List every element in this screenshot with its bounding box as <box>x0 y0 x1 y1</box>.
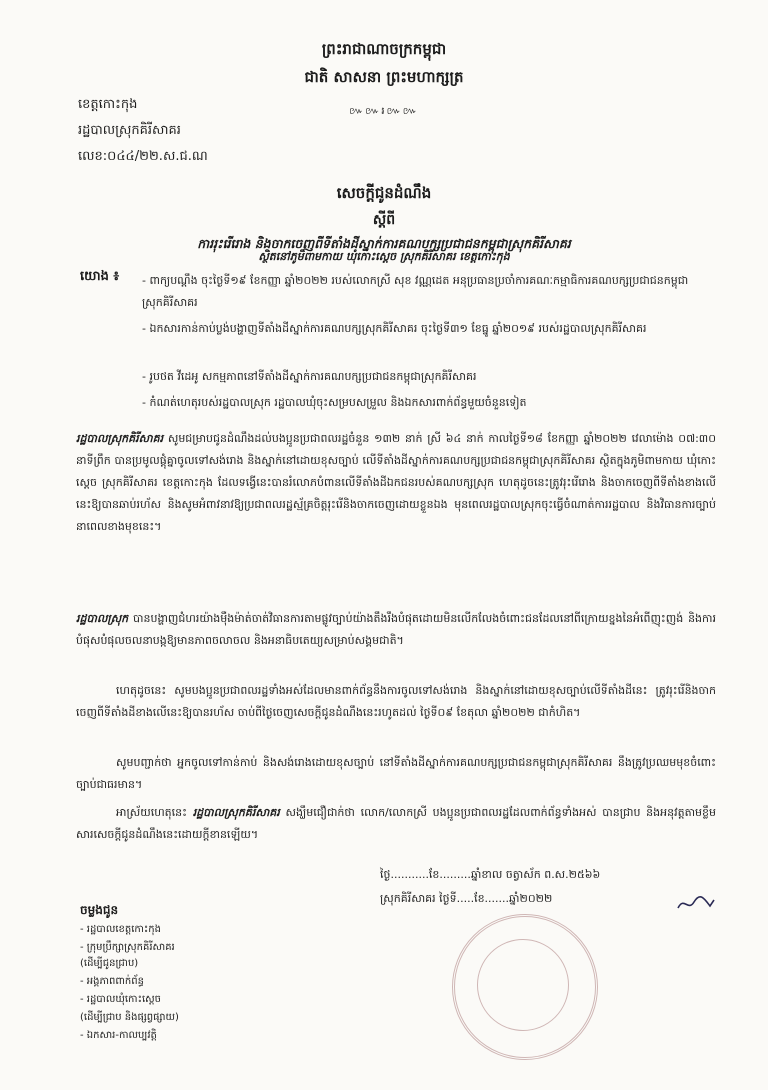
district-admin-label: រដ្ឋបាលស្រុកគិរីសាគរ <box>78 123 181 138</box>
reference-label: យោង ៖ <box>80 269 120 284</box>
paragraph-2-lead: រដ្ឋបាលស្រុក <box>76 612 129 625</box>
cc-label: ចម្លងជូន <box>80 903 119 917</box>
national-motto: ជាតិ សាសនា ព្រះមហាក្សត្រ <box>304 68 464 86</box>
document-type-title: សេចក្តីជូនដំណឹង <box>336 184 432 202</box>
cc-item: - ឯកសារ-កាលប្បវត្តិ <box>80 1030 157 1041</box>
paragraph-5-text: សង្ឃឹមជឿជាក់ថា លោក/លោកស្រី បងប្អូនប្រជាពលរដ្ឋដែលពាក់ព័ន្ធទាំងអស់ បានជ្រាប និងអនុវត្តតាមខ្លឹមសារសេចក្តីជូនដំណឹងនេះដោយក្តីខានឡើយ។ <box>76 806 716 841</box>
paragraph-5 <box>76 802 716 846</box>
subject-label: ស្តីពី <box>372 212 396 228</box>
lunar-date: ថ្ងៃ...........ខែ.........ឆ្នាំខាល ចត្វាស័ក ព.ស.២៥៦៦ <box>380 868 601 881</box>
subject-line-1: ការរុះរើរោង និងចាកចេញពីទីតាំងដីស្នាក់ការគណបក្សប្រជាជនកម្ពុជាស្រុកគិរីសាគរ <box>197 236 571 251</box>
paragraph-5-lead: រដ្ឋបាលស្រុកគិរីសាគរ <box>192 806 280 819</box>
official-seal-inner <box>477 939 569 1031</box>
reference-item: - ពាក្យបណ្តឹង ចុះថ្ងៃទី១៩ ខែកញ្ញា ឆ្នាំ២០២២ របស់លោកស្រី សុខ វណ្ណដេត អនុប្រធានប្រចាំការគណៈកម្មាធិការគណបក្សប្រជាជនកម្ពុជាស្រុកគិរីសាគរ <box>142 274 689 309</box>
paragraph-1-text: សូមជម្រាបជូនដំណឹងដល់បងប្អូនប្រជាពលរដ្ឋចំនួន ១៣២ នាក់ ស្រី ៦៤ នាក់ កាលថ្ងៃទី១៨ ខែកញ្ញា ឆ្នាំ២០២២ វេលាម៉ោង ០៧:៣០ នាទីព្រឹក បានប្រមូលផ្តុំគ្នាចូលទៅសង់រោង និងស្នាក់នៅដោយខុសច្បាប់ លើទីតាំងដីស្នាក់ការគណបក្សប្រជាជនកម្ពុជាស្រុកគិរីសាគរ ស្ថិតក្នុងភូមិពាមកាយ ឃុំកោះស្តេច ស្រុកគិរីសាគរ ខេត្តកោះកុង ដែលទង្វើនេះបានរំលោភបំពានលើទីតាំងដីឯកជនរបស់គណបក្សស្រុក ហេតុដូចនេះត្រូវរុះរើរោង និងចាកចេញពីទីតាំងខាងលើនេះឱ្យបានឆាប់រហ័ស និងសូមអំពាវនាវឱ្យប្រជាពលរដ្ឋស្ម័គ្រចិត្តរុះរើនិងចាកចេញដោយខ្លួនឯង មុនពេលរដ្ឋបាលស្រុកចុះធ្វើចំណាត់ការរដ្ឋបាល និងវិធានការច្បាប់ នាពេលខាងមុខនេះ។ <box>76 432 716 533</box>
paragraph-3: ហេតុដូចនេះ សូមបងប្អូនប្រជាពលរដ្ឋទាំងអស់ដែលមានពាក់ព័ន្ធនឹងការចូលទៅសង់រោង និងស្នាក់នៅដោយខុសច្បាប់លើទីតាំងដីនេះ ត្រូវរុះរើនិងចាកចេញពីទីតាំងដីខាងលើនេះឱ្យបានរហ័ស ចាប់ពីថ្ងៃចេញសេចក្តីជូនដំណឹងនេះរហូតដល់ ថ្ងៃទី០៩ ខែតុលា ឆ្នាំ២០២២ ជាកំហិត។ <box>76 684 716 719</box>
paragraph-2 <box>76 608 716 652</box>
kingdom-heading: ព្រះរាជាណាចក្រកម្ពុជា <box>321 40 447 58</box>
cc-item: (ដើម្បីជូនជ្រាប) <box>80 958 139 969</box>
document-number: លេខ:០៤៤/២២.ស.ជ.ណ <box>78 149 208 164</box>
paragraph-2-text: បានបង្ហាញជំហរយ៉ាងម៉ឺងម៉ាត់ចាត់វិធានការតាមផ្លូវច្បាប់យ៉ាងតឹងរឹងបំផុតដោយមិនលើកលែងចំពោះជនដែលនៅពីក្រោយខ្នងនៃអំពើញុះញង់ និងការបំផុសបំផុលចលនាបង្កឱ្យមានភាពចលាចល និងអនាធិបតេយ្យសម្រាប់សង្គមជាតិ។ <box>76 612 716 647</box>
cc-item: - រដ្ឋបាលឃុំកោះស្តេច <box>80 994 162 1005</box>
province-label: ខេត្តកោះកុង <box>78 97 138 112</box>
subject-line-2: ស្ថិតនៅភូមិពាមកាយ ឃុំកោះស្តេច ស្រុកគិរីសាគរ ខេត្តកោះកុង <box>258 250 510 263</box>
reference-item: - ឯកសារកាន់កាប់ប្លង់បង្ហាញទីតាំងដីស្នាក់ការគណបក្សស្រុកគិរីសាគរ ចុះថ្ងៃទី៣១ ខែធ្នូ ឆ្នាំ២០១៩ របស់រដ្ឋបាលស្រុកគិរីសាគរ <box>142 322 647 335</box>
paragraph-5-pre: អាស្រ័យហេតុនេះ <box>116 806 193 819</box>
cc-item: - រដ្ឋបាលខេត្តកោះកុង <box>80 924 162 935</box>
solar-date: ស្រុកគិរីសាគរ ថ្ងៃទី.....ខែ.......ឆ្នាំ២០២២ <box>380 892 553 905</box>
cc-item: (ដើម្បីជ្រាប និងផ្សព្វផ្សាយ) <box>80 1012 179 1023</box>
paragraph-1-lead: រដ្ឋបាលស្រុកគិរីសាគរ <box>76 432 164 445</box>
ornament-divider: ៚៚៛៚៚ <box>349 106 419 117</box>
reference-item: - រូបថត វីដេអូ សកម្មភាពនៅទីតាំងដីស្នាក់ការគណបក្សប្រជាជនកម្ពុជាស្រុកគិរីសាគរ <box>142 370 477 383</box>
cc-item: - ក្រុមប្រឹក្សាស្រុកគិរីសាគរ <box>80 942 175 953</box>
paragraph-4: សូមបញ្ជាក់ថា អ្នកចូលទៅកាន់កាប់ និងសង់រោងដោយខុសច្បាប់ នៅទីតាំងដីស្នាក់ការគណបក្សប្រជាជនកម្ពុជាស្រុកគិរីសាគរ នឹងត្រូវប្រឈមមុខចំពោះច្បាប់ជាធរមាន។ <box>76 756 716 791</box>
official-seal <box>452 914 598 1060</box>
signature-mark <box>676 894 716 914</box>
reference-item: - កំណត់ហេតុរបស់រដ្ឋបាលស្រុក រដ្ឋបាលឃុំចុះសម្របសម្រួល និងឯកសារពាក់ព័ន្ធមួយចំនួនទៀត <box>142 396 527 409</box>
cc-item: - អង្គភាពពាក់ព័ន្ធ <box>80 976 144 987</box>
paragraph-1 <box>76 428 716 538</box>
